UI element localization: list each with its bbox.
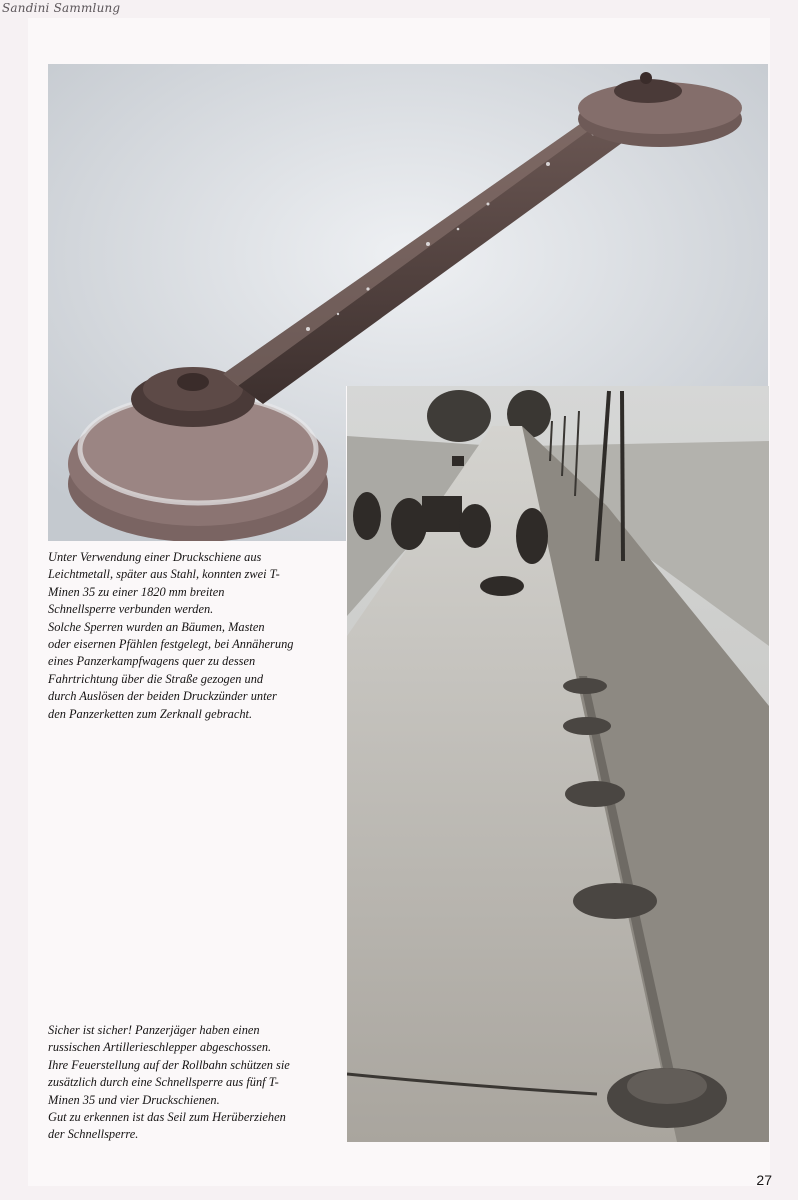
road-barrier-illustration — [347, 386, 769, 1142]
caption-line: Solche Sperren wurden an Bäumen, Masten — [48, 619, 265, 634]
caption-line: Leichtmetall, später aus Stahl, konnten zwei T- — [48, 567, 280, 582]
caption-line: eines Panzerkampfwagens quer zu dessen — [48, 654, 256, 669]
caption-line: den Panzerketten zum Zerknall gebracht. — [48, 706, 253, 721]
caption-line: Minen 35 und vier Druckschienen. — [48, 1092, 220, 1107]
watermark: Sandini Sammlung — [2, 1, 121, 15]
page-number: 27 — [756, 1172, 772, 1188]
caption-line: Fahrtrichtung über die Straße gezogen und — [48, 671, 264, 686]
caption-line: russischen Artillerieschlepper abgeschossen. — [48, 1040, 272, 1055]
caption-line: Unter Verwendung einer Druckschiene aus — [48, 550, 262, 564]
caption-line: Schnellsperre verbunden werden. — [48, 602, 214, 617]
photo-road-barrier — [346, 386, 769, 1142]
caption-road-barrier — [48, 1022, 340, 1144]
caption-line: zusätzlich durch eine Schnellsperre aus fünf T- — [48, 1075, 279, 1090]
caption-line: der Schnellsperre. — [48, 1127, 139, 1142]
caption-line: Ihre Feuerstellung auf der Rollbahn schützen sie — [48, 1057, 290, 1072]
caption-line: Sicher ist sicher! Panzerjäger haben einen — [48, 1023, 260, 1037]
caption-line: durch Auslösen der beiden Druckzünder unter — [48, 689, 277, 704]
caption-line: oder eisernen Pfählen festgelegt, bei Annäherung — [48, 637, 294, 652]
caption-line: Minen 35 zu einer 1820 mm breiten — [48, 584, 225, 599]
caption-line: Gut zu erkennen ist das Seil zum Herüberziehen — [48, 1110, 286, 1125]
caption-mine-rail — [48, 549, 340, 723]
